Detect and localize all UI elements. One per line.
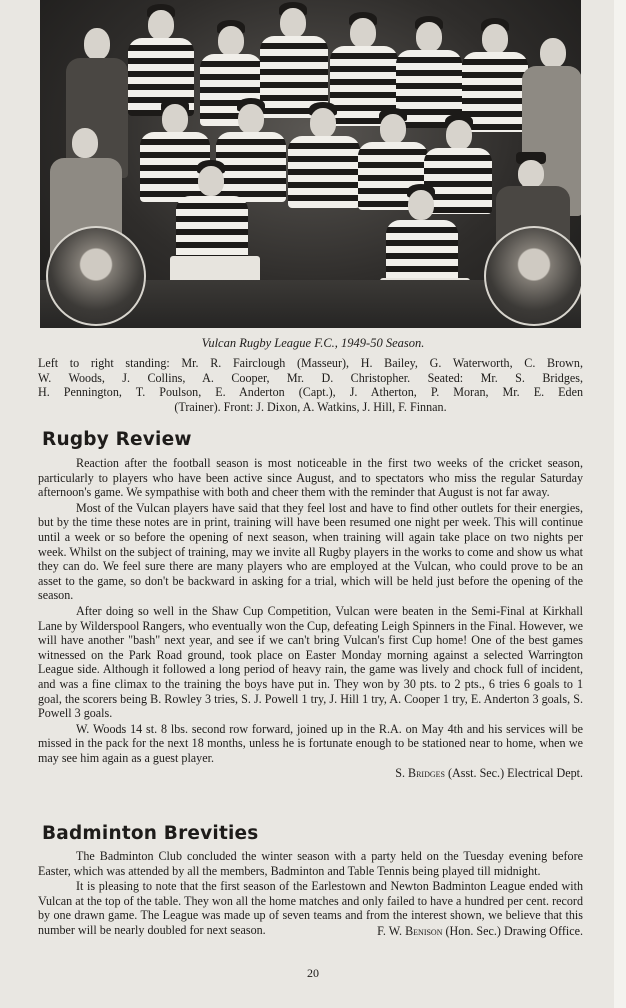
- signature-name: F. W. Benison: [377, 923, 443, 938]
- badminton-section: [38, 849, 583, 938]
- signature-role: (Hon. Sec.) Drawing Office.: [445, 923, 583, 938]
- names-line: (Trainer). Front: J. Dixon, A. Watkins, J. Hill, F. Finnan.: [174, 399, 447, 414]
- rugby-heading: Rugby Review: [42, 429, 192, 450]
- paragraph: Reaction after the football season is most noticeable in the first two weeks of the cricket season, particularly to players who have been active since August, and to spectators who miss the regular Saturday afternoon's game. We sympathise with both and cheer them with the reminder that August is not far away.: [38, 456, 583, 500]
- paragraph: Most of the Vulcan players have said that they feel lost and have to find other outlets for their energies, but by the time these notes are in print, training will have been resumed one night per week. This will continue until a week or so before the opening of next season, when training will again take place on two nights per week. Whilst on the subject of training, may we invite all Rugby players in the works to come and show us what they can do. We feel sure there are many players who are employed at the Vulcan, who could prove to be an asset to the game, so don't be backward in asking for a trial, which will be held just before the opening of the season.: [38, 500, 583, 603]
- page-edge: [614, 0, 626, 1008]
- photo-names: [38, 356, 583, 414]
- paragraph: W. Woods 14 st. 8 lbs. second row forward, joined up in the R.A. on May 4th and his services will be missed in the pack for the next 18 months, unless he is fortunate enough to be stationed near to home, when we may see him again as a guest player.: [38, 721, 583, 765]
- signature-role: (Asst. Sec.) Electrical Dept.: [448, 766, 583, 781]
- signature-name: S. Bridges: [395, 766, 445, 781]
- portrait-inset-left: [46, 226, 146, 326]
- page-number: 20: [307, 966, 319, 980]
- photo-caption: Vulcan Rugby League F.C., 1949-50 Season.: [201, 336, 425, 350]
- names-line: W. Woods, J. Collins, A. Cooper, Mr. D. Christopher. Seated: Mr. S. Bridges,: [38, 370, 583, 385]
- names-line: Left to right standing: Mr. R. Fairclough (Masseur), H. Bailey, G. Waterworth, C. Brown,: [38, 356, 583, 370]
- badminton-heading: Badminton Brevities: [42, 823, 259, 844]
- paragraph: The Badminton Club concluded the winter season with a party held on the Tuesday evening before Easter, which was attended by all the members, Badminton and Table Tennis being played till midnight.: [38, 849, 583, 878]
- names-line: H. Pennington, T. Poulson, E. Anderton (Capt.), J. Atherton, P. Moran, Mr. E. Eden: [38, 385, 583, 400]
- team-photo: [40, 0, 581, 328]
- paragraph: It is pleasing to note that the first season of the Earlestown and Newton Badminton League ended with Vulcan at the top of the table. They won all the home matches and only failed to have a hundred per cent. record by one drawn game. The League was made up of seven teams and from the interest shown, we believe that this number will be nearly doubled for next season.: [38, 879, 583, 937]
- portrait-inset-right: [484, 226, 581, 326]
- rugby-section: [38, 456, 583, 781]
- rugby-signature: [38, 766, 583, 781]
- paragraph: After doing so well in the Shaw Cup Competition, Vulcan were beaten in the Semi-Final at Kirkhall Lane by Wilderspool Rangers, who eventually won the Cup, defeating Leigh Spinners in the Final. However, we will have another "bash" next year, and see if we can't bring Vulcan's first Cup home! One of the best games witnessed on the Park Road ground, took place on Easter Monday morning against a selected Warrington League side. Although it followed a long period of heavy rain, the game was lively and chock full of incident, and was a fine climax to the training the boys have put in. They won by 30 pts. to 2 pts., 6 tries 6 goals to 1 goal, the scorers being B. Rowley 3 tries, S. J. Powell 1 try, J. Hill 1 try, A. Cooper 1 try, E. Anderton 3 goals, S. Powell 3 goals.: [38, 603, 583, 721]
